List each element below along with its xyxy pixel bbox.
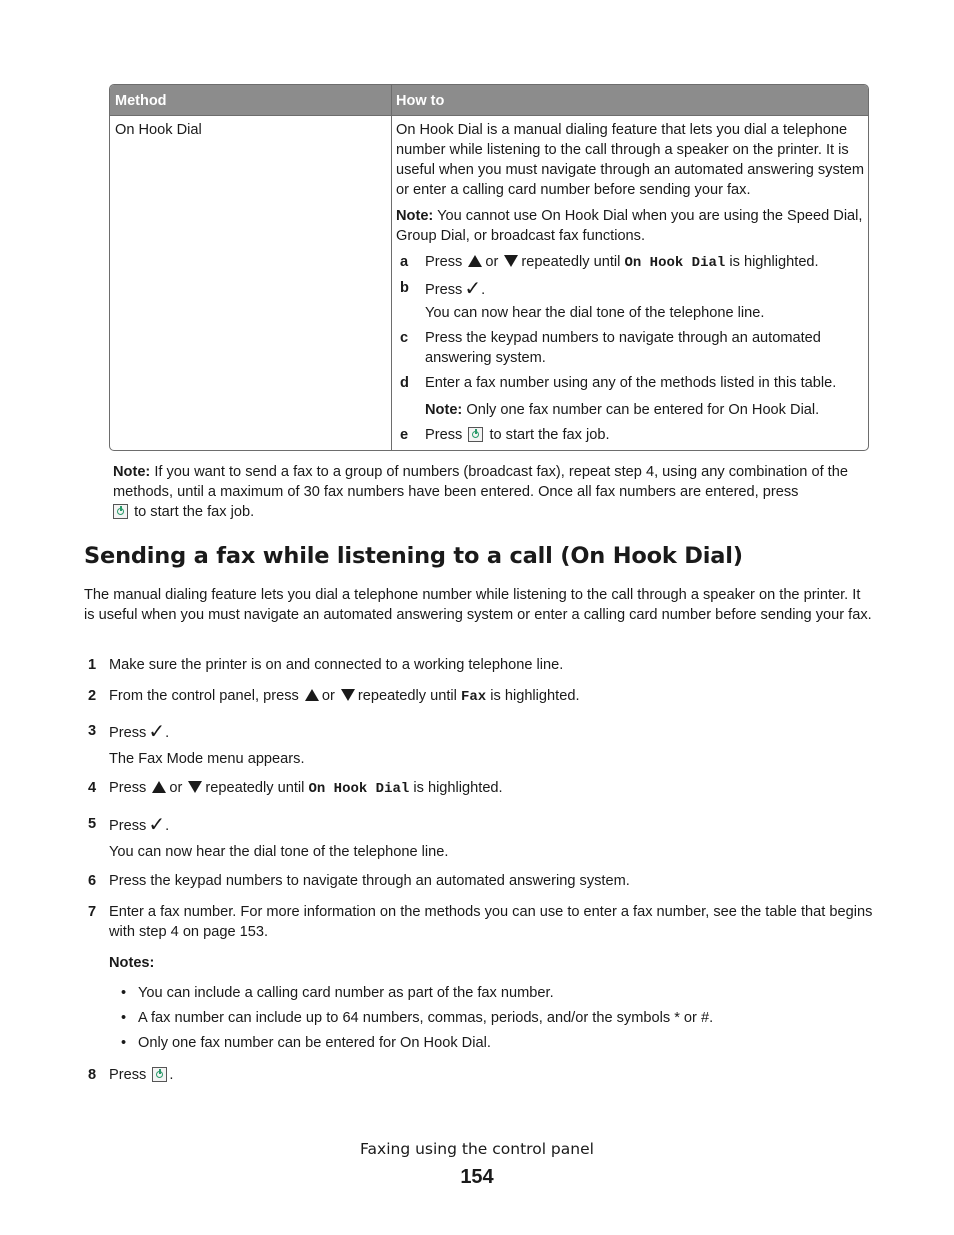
notes-label: Notes: <box>109 955 155 971</box>
menu-item-code: Fax <box>460 689 487 705</box>
table-header <box>110 85 868 115</box>
arrow-down-icon <box>188 781 202 793</box>
checkmark-icon: ✓ <box>148 812 166 836</box>
step-text: . <box>165 818 170 834</box>
step-text: is highlighted. <box>413 780 503 796</box>
note-text: You cannot use On Hook Dial when you are using the Speed Dial, Group Dial, or broadcast fax functions. <box>396 208 863 244</box>
step-text: Make sure the printer is on and connected to a working telephone line. <box>109 657 564 673</box>
arrow-up-icon <box>468 255 482 267</box>
step-line <box>109 721 874 769</box>
step-text: repeatedly until <box>521 254 621 270</box>
menu-item-code: On Hook Dial <box>308 781 410 797</box>
start-button-icon <box>152 1067 167 1082</box>
step-letter: e <box>400 427 409 443</box>
note-text: If you want to send a fax to a group of numbers (broadcast fax), repeat step 4, using any combination of the methods, until a maximum of 30 fax numbers have been entered. Once all fax numbers are entered, press <box>113 464 848 500</box>
page-number: 154 <box>460 1166 494 1188</box>
arrow-down-icon <box>341 689 355 701</box>
note-label: Note: <box>425 402 463 418</box>
step-e <box>396 425 866 445</box>
column-divider <box>391 85 392 450</box>
step-text: to start the fax job. <box>489 427 610 443</box>
note-label: Note: <box>396 208 434 224</box>
step-text: . <box>165 725 170 741</box>
step-number: 7 <box>88 904 97 920</box>
step-text: Press <box>109 818 147 834</box>
method-table <box>109 84 869 451</box>
step-number: 6 <box>88 873 97 889</box>
step-text: . <box>481 282 486 298</box>
step-text: repeatedly until <box>357 688 457 704</box>
how-to-cell <box>396 120 866 450</box>
step-subtext: You can now hear the dial tone of the telephone line. <box>425 305 765 321</box>
step-text: or <box>169 780 183 796</box>
note-text: Only one fax number can be entered for On Hook Dial. <box>462 402 820 418</box>
step-text: Press the keypad numbers to navigate through an automated answering system. <box>109 873 630 889</box>
step-note <box>425 400 866 420</box>
arrow-up-icon <box>305 689 319 701</box>
arrow-up-icon <box>152 781 166 793</box>
header-how-to: How to <box>396 93 445 109</box>
step-text: Press <box>425 254 463 270</box>
step-line <box>109 814 874 862</box>
start-button-icon <box>113 504 128 519</box>
note-label: Note: <box>113 464 151 480</box>
step-c <box>396 328 866 368</box>
section-heading: Sending a fax while listening to a call (On Hook Dial) <box>84 543 743 569</box>
step-subtext: The Fax Mode menu appears. <box>109 751 305 767</box>
note-bullet <box>121 1008 861 1028</box>
intro-paragraph: The manual dialing feature lets you dial a telephone number while listening to the call through a speaker on the printer. It is useful when you must navigate an automated answering system or enter a calling card number before sending your fax. <box>84 587 872 623</box>
table-divider <box>110 115 868 116</box>
step-text: Press <box>425 282 463 298</box>
step-line <box>109 686 874 707</box>
step-text: Press <box>109 780 147 796</box>
checkmark-icon: ✓ <box>464 276 482 300</box>
step-text: Enter a fax number using any of the methods listed in this table. <box>425 375 837 391</box>
note-end: to start the fax job. <box>134 504 255 520</box>
start-button-icon <box>468 427 483 442</box>
method-cell: On Hook Dial <box>115 122 202 138</box>
step-text: or <box>485 254 499 270</box>
step-text: Press <box>109 725 147 741</box>
method-description: On Hook Dial is a manual dialing feature that lets you dial a telephone number while listening to the call through a speaker on the printer. It is useful when you must navigate through an automated answering system or enter a calling card number before sending your fax. <box>396 122 865 198</box>
step-number: 8 <box>88 1067 97 1083</box>
step-text: is highlighted. <box>490 688 580 704</box>
step-number: 1 <box>88 657 97 673</box>
note-bullet <box>121 983 861 1003</box>
footer-section-title: Faxing using the control panel <box>360 1140 594 1158</box>
step-text: Press the keypad numbers to navigate through an automated answering system. <box>425 330 821 366</box>
step-text: From the control panel, press <box>109 688 299 704</box>
step-text: Press <box>425 427 463 443</box>
table-note <box>396 206 866 246</box>
checkmark-icon: ✓ <box>148 719 166 743</box>
step-number: 4 <box>88 780 97 796</box>
step-number: 3 <box>88 723 97 739</box>
step-text: Enter a fax number. For more information on the methods you can use to enter a fax number, see the table that begins with step 4 on page 153. <box>109 904 873 940</box>
step-text: or <box>321 688 335 704</box>
broadcast-note <box>113 462 873 522</box>
step-d <box>396 373 866 420</box>
step-text: . <box>169 1067 174 1083</box>
step-letter: a <box>400 254 409 270</box>
step-letter: b <box>400 280 409 296</box>
arrow-down-icon <box>504 255 518 267</box>
note-bullet <box>121 1033 861 1053</box>
bullet-text: • Only one fax number can be entered for On Hook Dial. <box>138 1035 491 1051</box>
step-text: repeatedly until <box>205 780 305 796</box>
step-line <box>109 1065 874 1085</box>
step-line <box>109 778 874 799</box>
header-method: Method <box>115 93 167 109</box>
step-text: is highlighted. <box>729 254 819 270</box>
menu-item-code: On Hook Dial <box>624 255 726 271</box>
step-b <box>396 278 866 323</box>
step-number: 2 <box>88 688 97 704</box>
step-number: 5 <box>88 816 97 832</box>
step-a <box>396 252 866 273</box>
bullet-text: • A fax number can include up to 64 numbers, commas, periods, and/or the symbols * or #. <box>138 1010 714 1026</box>
step-letter: d <box>400 375 409 391</box>
step-text: Press <box>109 1067 147 1083</box>
step-subtext: You can now hear the dial tone of the telephone line. <box>109 844 449 860</box>
step-letter: c <box>400 330 409 346</box>
bullet-text: • You can include a calling card number as part of the fax number. <box>138 985 554 1001</box>
